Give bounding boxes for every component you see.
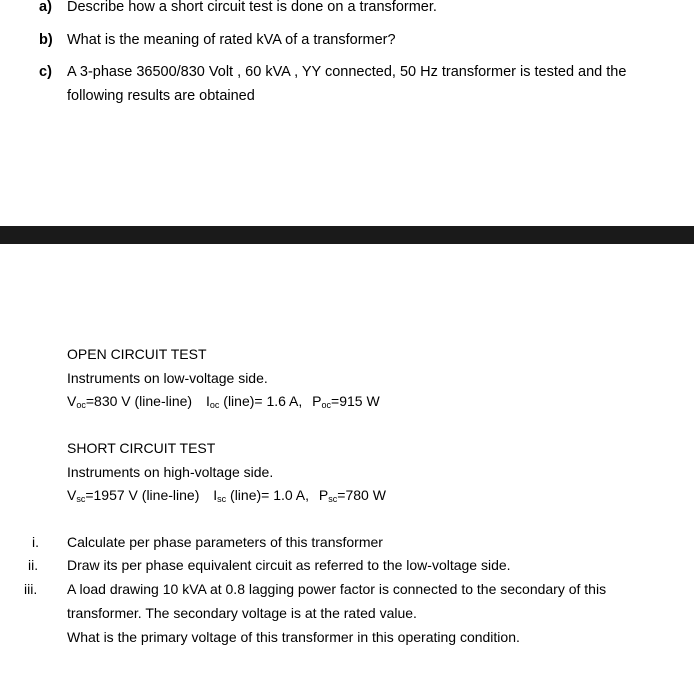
question-c-line2: following results are obtained bbox=[67, 88, 255, 104]
question-c-line1: A 3-phase 36500/830 Volt , 60 kVA , YY connected, 50 Hz transformer is tested and the bbox=[67, 64, 627, 80]
task-iii-line3: What is the primary voltage of this transformer in this operating condition. bbox=[67, 629, 520, 645]
sc-instruments: Instruments on high-voltage side. bbox=[67, 464, 274, 480]
oc-title: OPEN CIRCUIT TEST bbox=[67, 346, 207, 362]
oc-measurements bbox=[67, 390, 380, 412]
sc-current: $I_{sc}$ (line)= 1.0 A, bbox=[213, 487, 310, 504]
task-iii-line1: A load drawing 10 kVA at 0.8 lagging power factor is connected to the secondary of this bbox=[67, 581, 607, 597]
oc-instruments: Instruments on low-voltage side. bbox=[67, 370, 268, 386]
oc-power: $P_{oc}=915$ W bbox=[312, 393, 380, 410]
sc-title: SHORT CIRCUIT TEST bbox=[67, 440, 216, 456]
sc-power: $P_{sc}=780$ W bbox=[318, 487, 386, 504]
question-b-label: b) bbox=[39, 32, 53, 48]
question-a-text: Describe how a short circuit test is done on a transformer. bbox=[67, 0, 437, 15]
oc-voltage: $V_{oc}=830$ V (line-line) bbox=[67, 393, 193, 410]
question-c-label: c) bbox=[39, 64, 52, 80]
sc-voltage: $V_{sc}=1957$ V (line-line) bbox=[67, 487, 200, 504]
question-b-text: What is the meaning of rated kVA of a transformer? bbox=[67, 32, 396, 48]
divider-bar bbox=[0, 226, 694, 244]
question-a-label: a) bbox=[39, 0, 52, 15]
task-ii-text: Draw its per phase equivalent circuit as referred to the low-voltage side. bbox=[67, 557, 511, 573]
task-iii-num: iii. bbox=[24, 581, 38, 597]
sc-measurements bbox=[67, 484, 386, 506]
task-i-text: Calculate per phase parameters of this transformer bbox=[67, 534, 383, 550]
task-iii-line2: transformer. The secondary voltage is at the rated value. bbox=[67, 605, 417, 621]
task-ii-num: ii. bbox=[28, 557, 39, 573]
task-i-num: i. bbox=[32, 534, 39, 550]
oc-current: $I_{oc}$ (line)= 1.6 A, bbox=[205, 393, 303, 410]
